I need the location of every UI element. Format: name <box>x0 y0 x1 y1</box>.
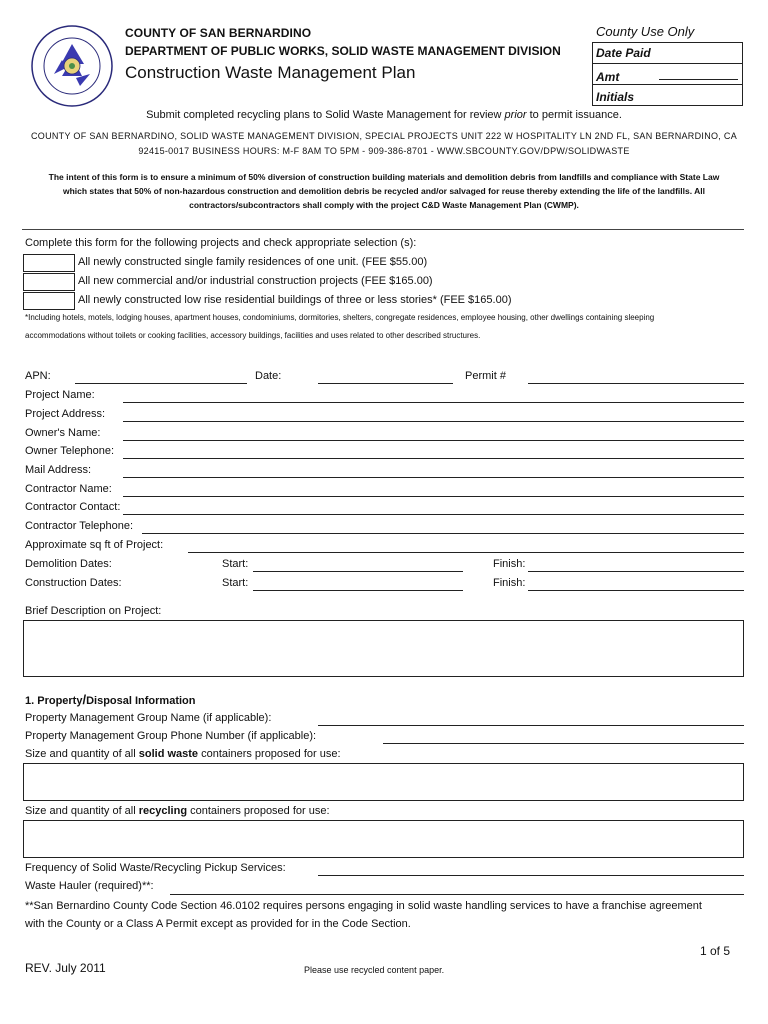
recycling-label: Size and quantity of all recycling containers proposed for use: <box>25 805 330 817</box>
county-seal-logo <box>30 24 114 108</box>
demolition-start-label: Start: <box>222 558 249 570</box>
group-phone-label: Property Management Group Phone Number (if applicable): <box>25 730 317 742</box>
frequency-label: Frequency of Solid Waste/Recycling Pickup Services: <box>25 862 286 874</box>
apn-label: APN: <box>25 370 51 382</box>
sqft-input[interactable] <box>188 552 744 553</box>
page-number: 1 of 5 <box>700 944 731 958</box>
owner-phone-input[interactable] <box>123 458 744 459</box>
county-use-box <box>592 42 743 106</box>
recycling-textarea[interactable] <box>23 820 744 858</box>
option-commercial-checkbox[interactable] <box>23 273 75 291</box>
construction-dates-label: Construction Dates: <box>25 577 122 589</box>
form-title: Construction Waste Management Plan <box>125 63 416 82</box>
description-textarea[interactable] <box>23 620 744 677</box>
submit-instruction: Submit completed recycling plans to Solid Waste Management for review prior to permit issuance. <box>146 109 622 121</box>
solid-waste-label: Size and quantity of all solid waste containers proposed for use: <box>25 748 341 760</box>
projects-footnote: *Including hotels, motels, lodging houses, apartment houses, condominiums, dormitories, shelters, congregate residences, employee housing, other dwellings containing sleeping accommodations without toilets or cooking facilities, accessory buildings, facilities and uses related to other described structures. <box>25 313 655 340</box>
apn-input[interactable] <box>75 383 247 384</box>
frequency-input[interactable] <box>318 875 744 876</box>
code-section-note: **San Bernardino County Code Section 46.0102 requires persons engaging in solid waste handling services to have a franchise agreement with the County or a Class A Permit except as provided for in the Code Section. <box>25 900 702 930</box>
contractor-phone-label: Contractor Telephone: <box>25 520 134 532</box>
construction-finish-label: Finish: <box>493 577 526 589</box>
contractor-name-label: Contractor Name: <box>25 483 112 495</box>
sqft-label: Approximate sq ft of Project: <box>25 539 164 551</box>
project-name-input[interactable] <box>123 402 744 403</box>
demolition-finish-label: Finish: <box>493 558 526 570</box>
contractor-name-input[interactable] <box>123 496 744 497</box>
section-divider <box>22 229 744 230</box>
hauler-label: Waste Hauler (required)**: <box>25 880 154 892</box>
property-section-heading: 1. Property/Disposal Information <box>25 692 196 707</box>
revision-date: REV. July 2011 <box>25 961 106 975</box>
option-single-family-label: All newly constructed single family residences of one unit. (FEE $55.00) <box>78 256 428 268</box>
permit-label: Permit # <box>465 370 506 382</box>
date-paid-row <box>593 43 742 64</box>
amt-row <box>593 64 742 85</box>
project-address-label: Project Address: <box>25 408 106 420</box>
project-address-input[interactable] <box>123 421 744 422</box>
mail-address-label: Mail Address: <box>25 464 92 476</box>
owner-phone-label: Owner Telephone: <box>25 445 115 457</box>
projects-intro: Complete this form for the following projects and check appropriate selection (s): <box>25 237 417 249</box>
group-phone-input[interactable] <box>383 743 744 744</box>
department-name: DEPARTMENT OF PUBLIC WORKS, SOLID WASTE MANAGEMENT DIVISION <box>125 44 561 58</box>
demolition-start-input[interactable] <box>253 571 463 572</box>
amt-line[interactable] <box>659 79 738 80</box>
group-name-input[interactable] <box>318 725 744 726</box>
date-input[interactable] <box>318 383 453 384</box>
intent-statement: The intent of this form is to ensure a minimum of 50% diversion of construction building materials and demolition debris from landfills and compliance with State Law which states that 50% of non-hazardous construction and demolition debris be recycled and/or salvaged for reuse thereby extending the life of the landfills. All contractors/subcontractors shall comply with the project C&D Waste Management Plan (CWMP). <box>48 172 720 210</box>
option-commercial-label: All new commercial and/or industrial construction projects (FEE $165.00) <box>78 275 433 287</box>
contractor-contact-input[interactable] <box>123 514 744 515</box>
initials-row <box>593 85 742 106</box>
group-name-label: Property Management Group Name (if applicable): <box>25 712 272 724</box>
description-label: Brief Description on Project: <box>25 605 162 617</box>
recycled-paper-note: Please use recycled content paper. <box>304 965 445 975</box>
division-address: COUNTY OF SAN BERNARDINO, SOLID WASTE MANAGEMENT DIVISION, SPECIAL PROJECTS UNIT 222 W HOSPITALITY LN 2ND FL, SAN BERNARDINO, CA 92415-0017 BUSINESS HOURS: M-F 8AM TO 5PM - 909-386-8701 - WWW.SBCOUNTY.GOV/DPW/SOLIDWASTE <box>30 131 738 156</box>
demolition-finish-input[interactable] <box>528 571 744 572</box>
option-low-rise-label: All newly constructed low rise residential buildings of three or less stories* (FEE $165.00) <box>78 294 512 306</box>
solid-waste-textarea[interactable] <box>23 763 744 801</box>
hauler-input[interactable] <box>170 894 744 895</box>
date-label: Date: <box>255 370 282 382</box>
permit-input[interactable] <box>528 383 744 384</box>
construction-start-label: Start: <box>222 577 249 589</box>
option-low-rise-checkbox[interactable] <box>23 292 75 310</box>
project-name-label: Project Name: <box>25 389 95 401</box>
construction-finish-input[interactable] <box>528 590 744 591</box>
contractor-phone-input[interactable] <box>142 533 744 534</box>
date-paid-label: Date Paid <box>596 46 651 60</box>
owner-name-label: Owner's Name: <box>25 427 101 439</box>
contractor-contact-label: Contractor Contact: <box>25 501 121 513</box>
county-name: COUNTY OF SAN BERNARDINO <box>125 26 312 40</box>
option-single-family-checkbox[interactable] <box>23 254 75 272</box>
initials-label: Initials <box>596 90 635 104</box>
amt-label: Amt <box>596 70 620 84</box>
owner-name-input[interactable] <box>123 440 744 441</box>
construction-start-input[interactable] <box>253 590 463 591</box>
county-use-title: County Use Only <box>596 24 695 39</box>
mail-address-input[interactable] <box>123 477 744 478</box>
date-paid-line[interactable] <box>659 63 738 64</box>
demolition-dates-label: Demolition Dates: <box>25 558 112 570</box>
